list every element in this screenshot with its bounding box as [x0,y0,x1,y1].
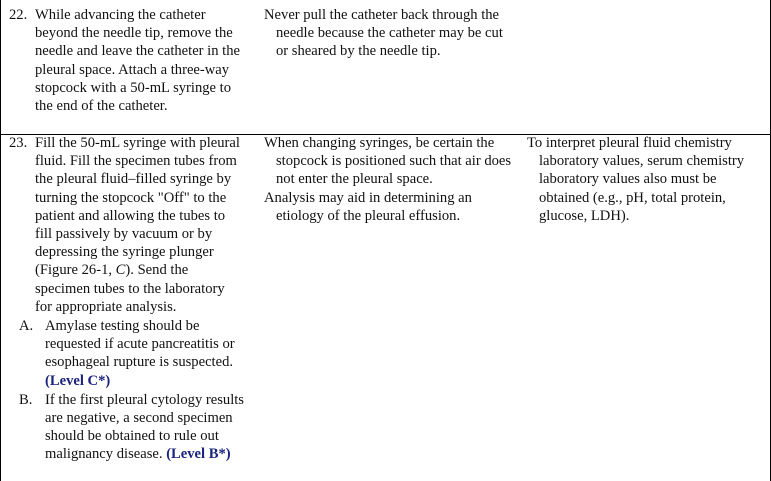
step-22-action-cell [9,6,245,115]
step-22-action [9,6,245,115]
step-23-action-text-post: ). Send the specimen tubes to the laboratory for appropriate analysis. [35,262,225,315]
step-23-rationale-text-2: Analysis may aid in determining an etiology of the pleural effusion. [264,189,472,224]
step-23-sub-steps [9,317,245,464]
step-22-action-text: While advancing the catheter beyond the needle tip, remove the needle and leave the catheter in the pleural space. Attach a three-way stopcock with a 50-mL syringe to the end of the catheter. [35,7,241,115]
step-22-rationale-text: Never pull the catheter back through the needle because the catheter may be cut or sheared by the needle tip. [264,7,503,60]
step-23-action-cell [9,134,245,465]
step-23-action-text-pre: Fill the 50-mL syringe with pleural fluid. Fill the specimen tubes from the pleural fluid–filled syringe by turning the stopcock "Off" to the patient and allowing the tubes to fill passively by vacuum or by depressing the syringe plunger (Figure 26-1, [35,135,240,279]
step-23-number: 23. [9,135,28,151]
step-23-special-cell [527,134,763,225]
step-23-special-text: To interpret pleural fluid chemistry laboratory values, serum chemistry laboratory values also must be obtained (e.g., pH, total protein, glucose, LDH). [527,135,745,224]
step-22-rationale-cell [264,6,514,61]
sub-step-a-text: Amylase testing should be requested if acute pancreatitis or esophageal rupture is suspected. [45,318,235,371]
step-23-rationale-cell [264,134,514,225]
table-row-step-22 [1,6,770,132]
sub-step-b-evidence-level: (Level B*) [166,446,231,463]
figure-reference-letter: C [115,262,126,279]
sub-step-a [19,317,245,390]
step-22-number: 22. [9,7,28,23]
sub-step-b-text: If the first pleural cytology results are negative, a second specimen should be obtained to rule out malignancy disease. [45,391,244,463]
sub-step-b-letter: B. [19,391,33,408]
table-row-step-23 [1,134,770,481]
step-23-action [9,134,245,316]
sub-step-a-evidence-level: (Level C*) [45,372,111,389]
sub-step-b [19,391,245,464]
step-23-rationale-text-1: When changing syringes, be certain the stopcock is positioned such that air does not enter the pleural space. [264,135,512,188]
sub-step-a-letter: A. [19,318,34,335]
